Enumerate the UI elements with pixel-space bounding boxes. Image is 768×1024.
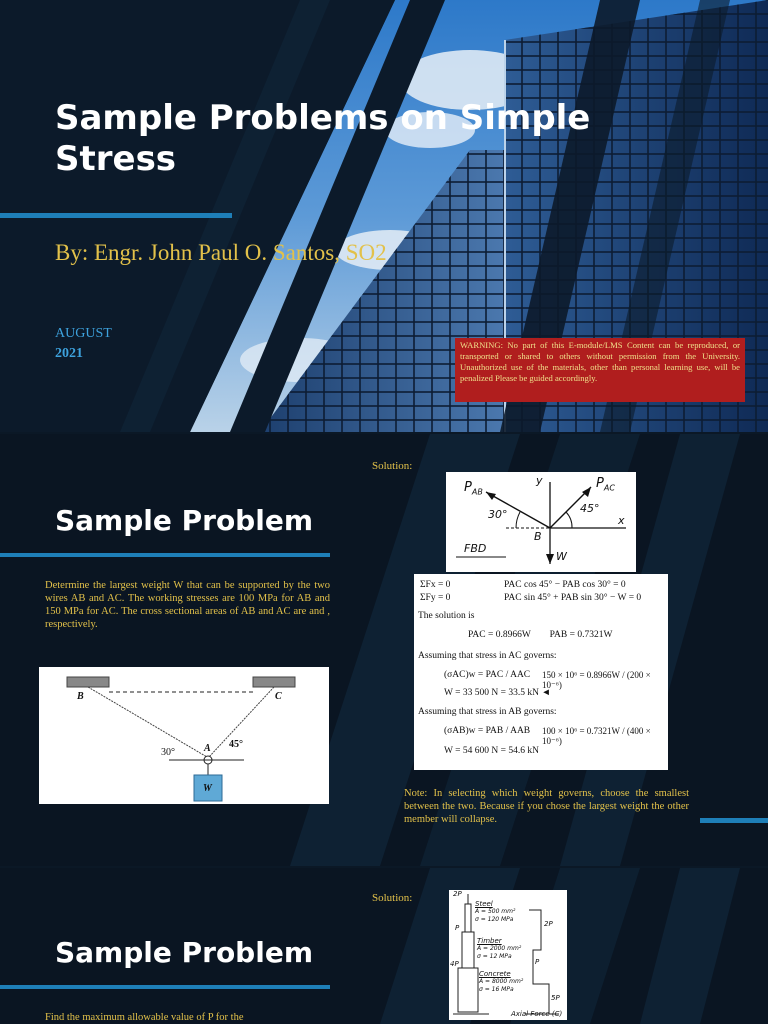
page-title: Sample Problems on Simple Stress [55, 98, 591, 179]
fig-timber-stress: σ = 12 MPa [477, 953, 512, 960]
eq-sum-fy: ΣFy = 0 [420, 593, 451, 603]
fig-p-label: P [455, 924, 460, 932]
fbd-figure [446, 472, 636, 572]
sample-problem-slide-2 [0, 868, 768, 1024]
problem-statement: Find the maximum allowable value of P for the [45, 1012, 244, 1023]
title-slide [0, 0, 768, 432]
author-line: By: Engr. John Paul O. Santos, SO2 [55, 240, 387, 265]
date-year: 2021 [55, 346, 83, 361]
solution-equations [414, 574, 668, 770]
fbd-b-label: B [534, 530, 542, 543]
figure-angle-30: 30° [161, 747, 175, 758]
ab-stress: (σAB)w = PAB / AAB [444, 726, 531, 736]
fig-concrete-label: Concrete [479, 970, 511, 978]
fig-steel-label: Steel [475, 900, 493, 908]
ac-stress: (σAC)w = PAC / AAC [444, 670, 531, 680]
eq-sum-fx: ΣFx = 0 [420, 580, 451, 590]
problem-statement: Determine the largest weight W that can be supported by the two wires AB and AC. The working stresses are 100 MPa for AB and 150 MPa for AC. The cross sectional areas of AB and AC are and , respectively. [45, 580, 330, 630]
title-accent-bar [0, 213, 232, 218]
fig-steel-stress: σ = 120 MPa [475, 916, 514, 923]
fbd-angle-45: 45° [580, 502, 600, 515]
fbd-pac-label: $P_{AC}$ [596, 476, 615, 493]
note-text: Note: In selecting which weight governs, choose the smallest between the two. Because if you chose the largest weight the other member will collapse. [404, 788, 689, 825]
solution-label: Solution: [372, 460, 413, 472]
problem-figure [39, 667, 329, 804]
fbd-angle-30: 30° [488, 508, 508, 521]
eq-sum-fx-rhs: PAC cos 45° − PAB cos 30° = 0 [504, 580, 626, 590]
figure-label-b: B [77, 691, 84, 702]
title-accent-bar [0, 553, 330, 557]
assume-ab: Assuming that stress in AB governs: [418, 707, 557, 717]
date-month: AUGUST [55, 326, 112, 341]
title-accent-bar [0, 985, 330, 989]
ab-weight: W = 54 600 N = 54.6 kN [444, 746, 539, 756]
slide-title: Sample Problem [55, 504, 313, 537]
sample-problem-slide-1 [0, 434, 768, 866]
fbd-caption: FBD [464, 542, 487, 555]
fbd-y-label: y [536, 474, 543, 487]
fig-axial-caption: Axial Force (C) [511, 1010, 563, 1018]
fig-concrete-stress: σ = 16 MPa [479, 986, 514, 993]
fig-steel-area: A = 500 mm² [475, 908, 516, 915]
figure-angle-45: 45° [229, 739, 243, 750]
column-figure [449, 890, 567, 1020]
fig-concrete-area: A = 8000 mm² [479, 978, 524, 985]
fig-axial-2p: 2P [544, 920, 553, 928]
ab-stress-rhs: 100 × 10⁶ = 0.7321W / (400 × 10⁻⁶) [542, 726, 651, 746]
fig-top-load: 2P [453, 890, 462, 898]
solution-label: Solution: [372, 892, 413, 904]
figure-label-c: C [275, 691, 282, 702]
solution-intro: The solution is [418, 611, 475, 621]
figure-label-w: W [203, 783, 212, 794]
fig-axial-5p: 5P [551, 994, 560, 1002]
fbd-pab-label: $P_{AB}$ [464, 480, 483, 497]
ac-weight: W = 33 500 N = 33.5 kN ◄ [444, 688, 551, 698]
assume-ac: Assuming that stress in AC governs: [418, 651, 557, 661]
fbd-x-label: x [618, 514, 625, 527]
figure-label-a: A [204, 743, 211, 754]
copyright-warning: WARNING: No part of this E-module/LMS Content can be reproduced, or transported or shared to others without permission from the University. Unauthorized use of the materials, other than personal learning use, will be penalized Please be guided accordingly. [455, 338, 745, 402]
fig-timber-label: Timber [477, 937, 502, 945]
fbd-w-label: W [556, 550, 567, 563]
eq-sum-fy-rhs: PAC sin 45° + PAB sin 30° − W = 0 [504, 593, 642, 603]
fig-timber-area: A = 2000 mm² [477, 945, 522, 952]
side-accent-bar [700, 818, 768, 823]
fig-axial-p: P [535, 958, 540, 966]
solution-values: PAC = 0.8966W PAB = 0.7321W [468, 630, 613, 640]
fig-4p-label: 4P [450, 960, 459, 968]
slide-title: Sample Problem [55, 936, 313, 969]
ac-stress-rhs: 150 × 10⁶ = 0.8966W / (200 × 10⁻⁶) [542, 670, 651, 690]
